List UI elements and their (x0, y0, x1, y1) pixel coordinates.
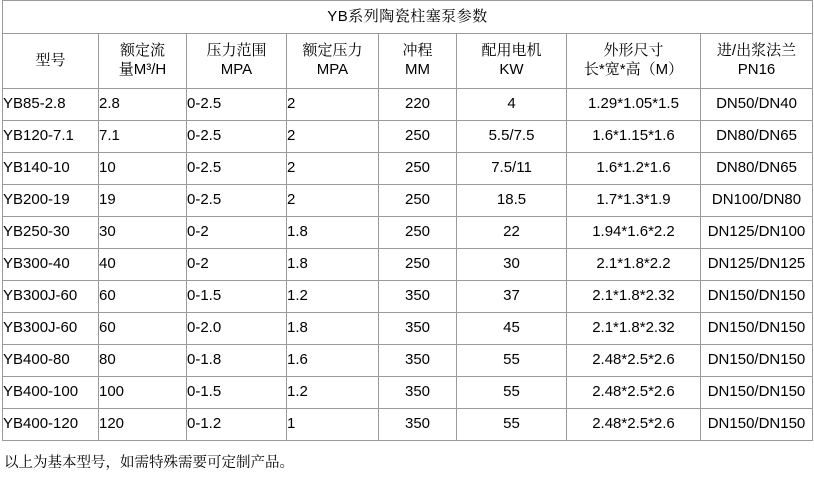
cell-dimensions: 1.6*1.15*1.6 (567, 121, 701, 153)
cell-flange: DN100/DN80 (701, 185, 813, 217)
cell-motor: 55 (457, 345, 567, 377)
cell-pressure-range: 0-2.5 (187, 185, 287, 217)
cell-rated-pressure: 1.2 (287, 377, 379, 409)
cell-dimensions: 2.1*1.8*2.2 (567, 249, 701, 281)
cell-stroke: 350 (379, 345, 457, 377)
cell-model: YB400-120 (3, 409, 99, 441)
column-header-model: 型号 (3, 34, 99, 89)
cell-model: YB85-2.8 (3, 89, 99, 121)
cell-motor: 55 (457, 409, 567, 441)
cell-flow: 10 (99, 153, 187, 185)
cell-dimensions: 2.1*1.8*2.32 (567, 313, 701, 345)
specification-table (2, 0, 813, 441)
cell-rated-pressure: 1 (287, 409, 379, 441)
cell-flange: DN80/DN65 (701, 121, 813, 153)
cell-rated-pressure: 1.8 (287, 249, 379, 281)
column-header-motor: 配用电机 KW (457, 34, 567, 89)
cell-model: YB200-19 (3, 185, 99, 217)
cell-flow: 80 (99, 345, 187, 377)
cell-stroke: 350 (379, 409, 457, 441)
cell-flow: 7.1 (99, 121, 187, 153)
cell-pressure-range: 0-1.5 (187, 377, 287, 409)
cell-dimensions: 1.7*1.3*1.9 (567, 185, 701, 217)
table-row (3, 313, 813, 345)
cell-pressure-range: 0-2.5 (187, 121, 287, 153)
table-row (3, 377, 813, 409)
cell-pressure-range: 0-1.8 (187, 345, 287, 377)
cell-model: YB140-10 (3, 153, 99, 185)
cell-flow: 40 (99, 249, 187, 281)
column-header-pressure-range: 压力范围 MPA (187, 34, 287, 89)
column-header-rated-pressure: 额定压力 MPA (287, 34, 379, 89)
cell-motor: 5.5/7.5 (457, 121, 567, 153)
cell-flow: 30 (99, 217, 187, 249)
cell-rated-pressure: 1.2 (287, 281, 379, 313)
table-row (3, 345, 813, 377)
cell-flow: 60 (99, 313, 187, 345)
table-row (3, 281, 813, 313)
cell-motor: 4 (457, 89, 567, 121)
page-title: YB系列陶瓷柱塞泵参数 (3, 1, 813, 34)
cell-flange: DN80/DN65 (701, 153, 813, 185)
cell-flange: DN150/DN150 (701, 313, 813, 345)
footnote: 以上为基本型号，如需特殊需要可定制产品。 (4, 455, 294, 471)
cell-stroke: 250 (379, 249, 457, 281)
cell-rated-pressure: 1.8 (287, 313, 379, 345)
cell-pressure-range: 0-1.5 (187, 281, 287, 313)
cell-stroke: 250 (379, 185, 457, 217)
cell-motor: 7.5/11 (457, 153, 567, 185)
cell-model: YB300J-60 (3, 313, 99, 345)
cell-model: YB400-100 (3, 377, 99, 409)
cell-model: YB250-30 (3, 217, 99, 249)
cell-flange: DN150/DN150 (701, 345, 813, 377)
cell-dimensions: 1.6*1.2*1.6 (567, 153, 701, 185)
table-row (3, 185, 813, 217)
cell-dimensions: 2.48*2.5*2.6 (567, 409, 701, 441)
cell-dimensions: 2.48*2.5*2.6 (567, 377, 701, 409)
cell-stroke: 250 (379, 217, 457, 249)
cell-flow: 60 (99, 281, 187, 313)
cell-rated-pressure: 2 (287, 153, 379, 185)
cell-pressure-range: 0-1.2 (187, 409, 287, 441)
cell-pressure-range: 0-2.0 (187, 313, 287, 345)
cell-motor: 22 (457, 217, 567, 249)
cell-flange: DN150/DN150 (701, 377, 813, 409)
cell-rated-pressure: 2 (287, 89, 379, 121)
cell-flange: DN150/DN150 (701, 281, 813, 313)
cell-motor: 30 (457, 249, 567, 281)
cell-stroke: 350 (379, 281, 457, 313)
column-header-flange: 进/出浆法兰 PN16 (701, 34, 813, 89)
table-row (3, 121, 813, 153)
cell-model: YB300J-60 (3, 281, 99, 313)
table-header-row (3, 34, 813, 89)
cell-stroke: 250 (379, 153, 457, 185)
cell-dimensions: 1.94*1.6*2.2 (567, 217, 701, 249)
cell-dimensions: 2.1*1.8*2.32 (567, 281, 701, 313)
cell-pressure-range: 0-2 (187, 217, 287, 249)
table-row (3, 217, 813, 249)
cell-dimensions: 2.48*2.5*2.6 (567, 345, 701, 377)
cell-pressure-range: 0-2 (187, 249, 287, 281)
cell-rated-pressure: 1.8 (287, 217, 379, 249)
cell-model: YB400-80 (3, 345, 99, 377)
cell-stroke: 220 (379, 89, 457, 121)
table-row (3, 249, 813, 281)
cell-motor: 37 (457, 281, 567, 313)
cell-stroke: 250 (379, 121, 457, 153)
cell-flange: DN150/DN150 (701, 409, 813, 441)
cell-pressure-range: 0-2.5 (187, 89, 287, 121)
cell-flange: DN50/DN40 (701, 89, 813, 121)
table-row (3, 153, 813, 185)
cell-flow: 2.8 (99, 89, 187, 121)
cell-flow: 100 (99, 377, 187, 409)
cell-rated-pressure: 2 (287, 185, 379, 217)
table-title-row (3, 1, 813, 34)
cell-dimensions: 1.29*1.05*1.5 (567, 89, 701, 121)
cell-flow: 120 (99, 409, 187, 441)
cell-motor: 18.5 (457, 185, 567, 217)
cell-stroke: 350 (379, 377, 457, 409)
cell-rated-pressure: 1.6 (287, 345, 379, 377)
cell-flow: 19 (99, 185, 187, 217)
table-row (3, 89, 813, 121)
cell-model: YB300-40 (3, 249, 99, 281)
cell-flange: DN125/DN125 (701, 249, 813, 281)
column-header-stroke: 冲程 MM (379, 34, 457, 89)
cell-flange: DN125/DN100 (701, 217, 813, 249)
cell-stroke: 350 (379, 313, 457, 345)
cell-motor: 55 (457, 377, 567, 409)
cell-motor: 45 (457, 313, 567, 345)
table-row (3, 409, 813, 441)
cell-rated-pressure: 2 (287, 121, 379, 153)
column-header-rated-flow: 额定流 量M³/H (99, 34, 187, 89)
cell-pressure-range: 0-2.5 (187, 153, 287, 185)
column-header-dimensions: 外形尺寸 长*宽*高（M） (567, 34, 701, 89)
cell-model: YB120-7.1 (3, 121, 99, 153)
